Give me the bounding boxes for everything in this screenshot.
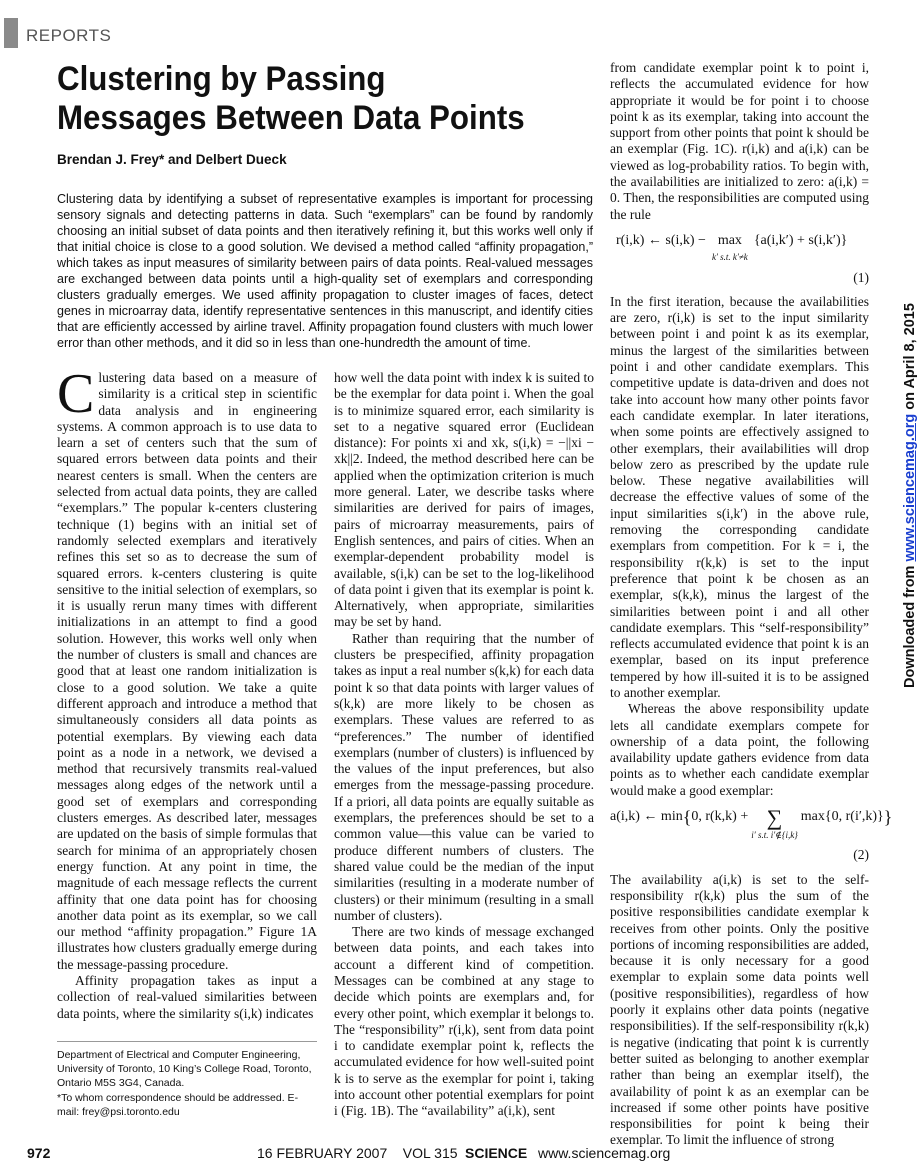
affiliation-footnote: Department of Electrical and Computer Engineering, University of Toronto, 10 King’s College Road, Toronto, Ontario M5S 3G4, Canada. [57,1049,312,1089]
paragraph: lustering data based on a measure of similarity is a critical step in scientific data analysis and in engineering systems. A common approach is to use data to learn a set of centers such that the sum of squared errors between data points and their nearest centers is small. When the centers are selected from actual data points, they are called “exemplars.” The popular k-centers clustering technique (1) begins with an initial set of randomly selected exemplars and iteratively refines this set so as to decrease the sum of squared errors. k-centers clustering is quite sensitive to the initial selection of exemplars, so it is usually rerun many times with different initializations in an attempt to find a good solution. However, this works well only when the number of clusters is small and chances are good that at least one random initialization is close to a good solution. We take a quite different approach and introduce a method that simultaneously considers all data points as potential exemplars. By viewing each data point as a node in a network, we devised a method that recursively transmits real-valued messages along edges of the network until a good set of exemplars and corresponding clusters emerges. As described later, messages are updated on the basis of simple formulas that search for minima of an appropriately chosen energy function. At any point in time, the magnitude of each message reflects the current affinity that one data point has for choosing another data point as its exemplar, so we call our method “affinity propagation.” Figure 1A illustrates how clusters gradually emerge during the message-passing procedure. [57,370,317,972]
author-list: Brendan J. Frey* and Delbert Dueck [57,152,287,167]
equation-lhs: r(i,k) ← s(i,k) − [616,232,706,248]
equation-brace: } [883,807,893,828]
download-banner [902,303,918,688]
article-title: Clustering by Passing Messages Between Data Points [57,60,525,137]
equation-number: (1) [853,269,869,285]
paragraph: There are two kinds of message exchanged between data points, and each takes into account a different kind of competition. Messages can be combined at any stage to decide which points are exemplars and, for every other point, which exemplar it belongs to. The “responsibility” r(i,k), sent from data point i to candidate exemplar point k, reflects the accumulated evidence for how well-suited point k is to serve as the exemplar for point i, taking into account other potential exemplars for point i (Fig. 1B). The “availability” a(i,k), sent [334,924,594,1119]
body-column-2 [334,370,594,1120]
section-marker-bar [4,18,18,48]
paragraph: how well the data point with index k is suited to be the exemplar for data point i. When the goal is to minimize squared error, each similarity is set to a negative squared error (Euclidean distance): For points xi and xk, s(i,k) = −||xi − xk||2. Indeed, the method described here can be applied when the optimization criterion is much more general. Later, we describe tasks where similarities are derived for pairs of images, pairs of microarray measurements, pairs of English sentences, and pairs of cities. When an exemplar-dependent probability model is available, s(i,k) can be set to the log-likelihood of data point i given that its exemplar is point k. Alternatively, when appropriate, similarities may be set by hand. [334,370,594,630]
journal-website: www.sciencemag.org [538,1145,671,1161]
section-label: REPORTS [26,26,112,45]
equation-subscript: k′ s.t. k′≠k [711,252,748,263]
equation-lhs: a(i,k) ← min [610,809,683,825]
journal-name: SCIENCE [465,1145,528,1161]
equation-1 [610,233,869,286]
issue-info: 16 FEBRUARY 2007 VOL 315 [257,1145,458,1161]
paragraph: Whereas the above responsibility update lets all candidate exemplars compete for ownership of a data point, the following availability update gathers evidence from data points as to whether each candidate exemplar would make a good exemplar: [610,701,869,798]
equation-rhs: {a(i,k′) + s(i,k′)} [753,232,848,248]
download-banner-suffix: on April 8, 2015 [902,303,918,414]
summation-symbol: ∑ [766,805,783,831]
equation-subscript: i′ s.t. i′∉{i,k} [751,830,798,841]
equation-term: 0, r(k,k) + [691,809,749,825]
paragraph: In the first iteration, because the availabilities are zero, r(i,k) is set to the input similarity between point i and point k as its exemplar, minus the largest of the similarities between point i and other candidate exemplars. This competitive update is data-driven and does not take into account how many other points favor each candidate exemplar. In later iterations, when some points are effectively assigned to other exemplars, their availabilities will drop below zero as prescribed by the update rule below. These negative availabilities will decrease the effective values of some of the input similarities s(i,k′) in the above rule, removing the corresponding candidate exemplars from competition. For k = i, the responsibility r(k,k) is set to the input preference that point k be chosen as an exemplar, s(k,k), minus the largest of the similarities between point i and all other candidate exemplars. This “self-responsibility” reflects accumulated evidence that point k is an exemplar, based on its input preference tempered by how ill-suited it is to be assigned to another exemplar. [610,293,869,700]
correspondence-footnote: *To whom correspondence should be addressed. E-mail: frey@psi.toronto.edu [57,1092,299,1118]
body-column-1 [57,363,317,1022]
download-banner-prefix: Downloaded from [902,561,918,688]
footnote-divider [57,1041,317,1042]
equation-brace: { [682,807,692,828]
body-column-3 [610,60,893,1149]
drop-cap: C [57,363,95,425]
paragraph: The availability a(i,k) is set to the self-responsibility r(k,k) plus the sum of the positive responsibilities candidate exemplar k receives from other points. Only the positive portions of incoming responsibilities are added, because it is only necessary for a good exemplar to explain some data points well (positive responsibilities), regardless of how poorly it explains other data points (negative responsibilities). If the self-responsibility r(k,k) is negative (indicating that point k is currently better suited as belonging to another exemplar rather than being an exemplar itself), the availability of point k as an exemplar can be increased if some other points have positive responsibilities for point k being their exemplar. To limit the influence of strong [610,871,869,1148]
download-banner-link[interactable]: www.sciencemag.org [902,413,918,562]
equation-2 [610,805,893,864]
paragraph: Affinity propagation takes as input a collection of real-valued similarities between data points, where the similarity s(i,k) indicates [57,972,317,1021]
abstract: Clustering data by identifying a subset of representative examples is important for processing sensory signals and detecting patterns in data. Such “exemplars” can be found by randomly choosing an initial subset of data points and then iteratively refining it, but this works well only if that initial choice is close to a good solution. We devised a method called “affinity propagation,” which takes as input measures of similarity between pairs of data points. Real-valued messages are exchanged between data points until a high-quality set of exemplars and corresponding clusters gradually emerges. We used affinity propagation to cluster images of faces, detect genes in microarray data, identify representative sentences in this manuscript, and identify cities that are efficiently accessed by airline travel. Affinity propagation found clusters with much lower error than other methods, and it did so in less than one-hundredth the amount of time. [57,192,593,350]
page-number: 972 [27,1145,51,1161]
paragraph: Rather than requiring that the number of clusters be prespecified, affinity propagation takes as input a real number s(k,k) for each data point k so that data points with larger values of s(k,k) are more likely to be chosen as exemplars. These values are referred to as “preferences.” The number of identified exemplars (number of clusters) is influenced by the values of the input preferences, but also emerges from the message-passing procedure. If a priori, all data points are equally suitable as exemplars, the preferences should be set to a common value—this value can be varied to produce different numbers of clusters. The shared value could be the median of the input similarities (resulting in a moderate number of clusters) or their minimum (resulting in a small number of clusters). [334,630,594,923]
equation-operator: max [717,232,742,248]
equation-number: (2) [853,847,869,863]
paragraph: from candidate exemplar point k to point i, reflects the accumulated evidence for how appropriate it would be for point i to choose point k as its exemplar, taking into account the support from other points that point k should be an exemplar (Fig. 1C). r(i,k) and a(i,k) can be viewed as log-probability ratios. To begin with, the availabilities are initialized to zero: a(i,k) = 0. Then, the responsibilities are computed using the rule [610,60,869,222]
equation-term: max{0, r(i′,k)} [800,809,884,825]
